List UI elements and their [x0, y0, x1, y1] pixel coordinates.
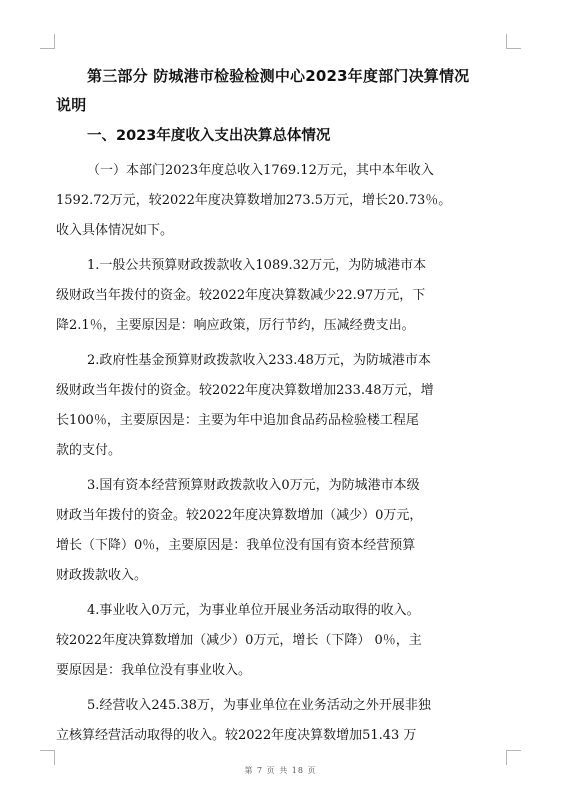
title-line: 第三部分 防城港市检验检测中心2023年度部门决算情况 [87, 67, 470, 85]
text-line: 长100％，主要原因是：主要为年中追加食品药品检验楼工程尾 [56, 413, 419, 428]
paragraph-business-income [56, 596, 508, 686]
text-line: 级财政当年拨付的资金。较2022年度决算数减少22.97万元，下 [56, 288, 426, 303]
crop-mark-top-right [506, 34, 521, 49]
text-line: 5.经营收入245.38万，为事业单位在业务活动之外开展非独 [87, 698, 431, 713]
page-footer: 第 7 页 共 18 页 [244, 766, 317, 775]
text-line: （一）本部门2023年度总收入1769.12万元，其中本年收入 [87, 163, 434, 178]
text-line: 较2022年度决算数增加（减少）0万元，增长（下降） 0％，主 [56, 633, 422, 648]
paragraph-total-income [56, 156, 508, 246]
text-line: 1.一般公共预算财政拨款收入1089.32万元，为防城港市本 [87, 258, 427, 273]
text-line: 财政当年拨付的资金。较2022年度决算数增加（减少）0万元， [56, 508, 423, 523]
text-line: 财政拨款收入。 [56, 568, 148, 583]
text-line: 要原因是：我单位没有事业收入。 [56, 663, 252, 678]
crop-mark-bottom-left [40, 750, 55, 765]
text-line: 级财政当年拨付的资金。较2022年度决算数增加233.48万元，增 [56, 383, 434, 398]
paragraph-government-fund [56, 346, 508, 466]
text-line: 增长（下降）0％，主要原因是：我单位没有国有资本经营预算 [56, 538, 416, 553]
crop-mark-bottom-right [506, 750, 521, 765]
section-heading: 一、2023年度收入支出决算总体情况 [87, 128, 331, 144]
text-line: 立核算经营活动取得的收入。较2022年度决算数增加51.43 万 [56, 728, 417, 743]
text-line: 降2.1％，主要原因是：响应政策，厉行节约，压减经费支出。 [56, 318, 415, 333]
paragraph-operating-income [56, 691, 508, 751]
title-line: 说明 [56, 96, 87, 114]
text-line: 3.国有资本经营预算财政拨款收入0万元，为防城港市本级 [87, 478, 420, 493]
text-line: 1592.72万元，较2022年度决算数增加273.5万元，增长20.73％。 [56, 193, 452, 208]
paragraph-general-budget [56, 251, 508, 341]
paragraph-state-capital [56, 471, 508, 591]
text-line: 2.政府性基金预算财政拨款收入233.48万元，为防城港市本 [87, 353, 431, 368]
text-line: 4.事业收入0万元，为事业单位开展业务活动取得的收入。 [87, 603, 420, 618]
text-line: 款的支付。 [56, 443, 122, 458]
crop-mark-top-left [40, 34, 55, 49]
text-line: 收入具体情况如下。 [56, 223, 174, 238]
document-title [56, 62, 508, 120]
document-body [56, 62, 508, 751]
